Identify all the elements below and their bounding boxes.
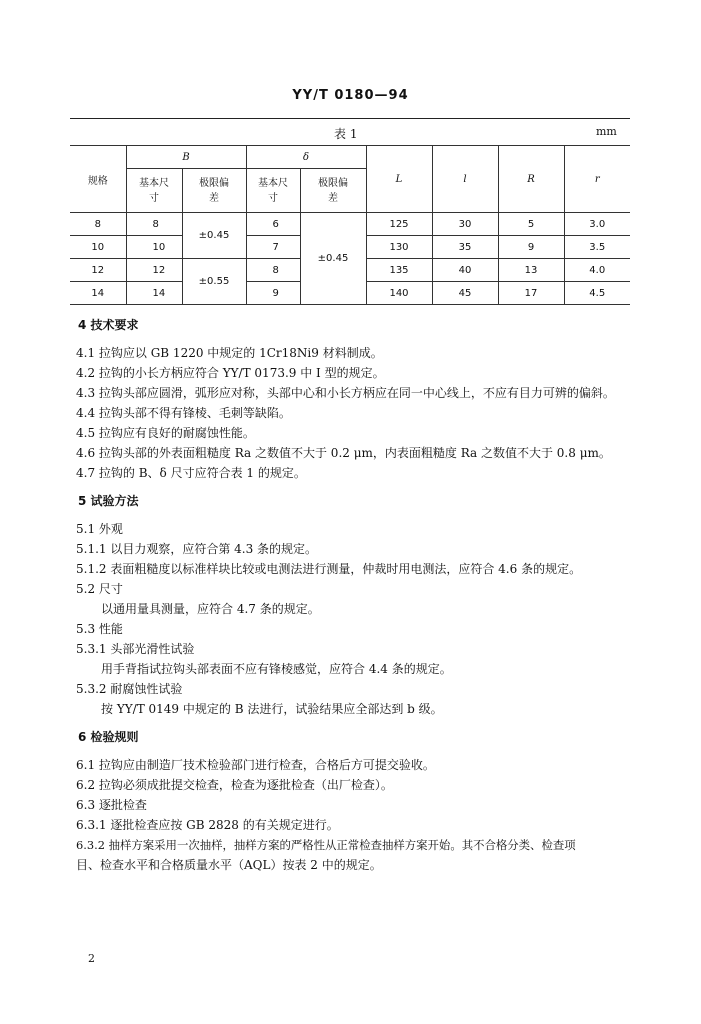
th-l: l bbox=[432, 146, 498, 213]
cell-b-tol: ±0.45 bbox=[182, 213, 246, 259]
cell-b: 14 bbox=[126, 282, 182, 305]
standard-header: YY/T 0180—94 bbox=[292, 88, 409, 103]
cell-r: 4.0 bbox=[564, 259, 630, 282]
th-b: B bbox=[126, 146, 246, 169]
cell-b: 12 bbox=[126, 259, 182, 282]
th-delta: δ bbox=[246, 146, 366, 169]
clause: 6.3.1 逐批检查应按 GB 2828 的有关规定进行。 bbox=[76, 818, 339, 832]
cell-l: 35 bbox=[432, 236, 498, 259]
section-heading: 4 技术要求 bbox=[78, 318, 139, 332]
clause: 4.3 拉钩头部应圆滑，弧形应对称，头部中心和小长方柄应在同一中心线上，不应有目力可辨的偏斜。 bbox=[76, 386, 615, 400]
clause: 5.2 尺寸 bbox=[76, 582, 123, 596]
cell-b-tol: ±0.55 bbox=[182, 259, 246, 305]
table-unit: mm bbox=[596, 125, 617, 138]
cell-r: 4.5 bbox=[564, 282, 630, 305]
th-R: R bbox=[498, 146, 564, 213]
th-b-tol: 极限偏差 bbox=[182, 169, 246, 213]
cell-R: 5 bbox=[498, 213, 564, 236]
dimension-table bbox=[70, 145, 630, 305]
clause: 5.3 性能 bbox=[76, 622, 123, 636]
clause-text: 用手背指试拉钩头部表面不应有锋棱感觉，应符合 4.4 条的规定。 bbox=[101, 662, 452, 676]
clause: 4.1 拉钩应以 GB 1220 中规定的 1Cr18Ni9 材料制成。 bbox=[76, 346, 383, 360]
clause: 6.3.2 抽样方案采用一次抽样，抽样方案的严格性从正常检查抽样方案开始。其不合格分类、检查项 bbox=[76, 838, 576, 852]
clause: 4.2 拉钩的小长方柄应符合 YY/T 0173.9 中 I 型的规定。 bbox=[76, 366, 385, 380]
clause: 5.1 外观 bbox=[76, 522, 123, 536]
th-L: L bbox=[366, 146, 432, 213]
clause: 6.1 拉钩应由制造厂技术检验部门进行检查，合格后方可提交验收。 bbox=[76, 758, 435, 772]
cell-l: 30 bbox=[432, 213, 498, 236]
clause: 4.5 拉钩应有良好的耐腐蚀性能。 bbox=[76, 426, 255, 440]
clause: 5.1.2 表面粗糙度以标准样块比较或电测法进行测量，仲裁时用电测法，应符合 4.6 条的规定。 bbox=[76, 562, 582, 576]
table-row bbox=[70, 213, 630, 236]
clause: 4.6 拉钩头部的外表面粗糙度 Ra 之数值不大于 0.2 μm，内表面粗糙度 Ra 之数值不大于 0.8 μm。 bbox=[76, 446, 611, 460]
clause: 4.7 拉钩的 B、δ 尺寸应符合表 1 的规定。 bbox=[76, 466, 306, 480]
th-spec: 规格 bbox=[70, 146, 126, 213]
cell-spec: 10 bbox=[70, 236, 126, 259]
cell-l: 40 bbox=[432, 259, 498, 282]
cell-spec: 12 bbox=[70, 259, 126, 282]
clause: 5.3.2 耐腐蚀性试验 bbox=[76, 682, 183, 696]
cell-delta-tol: ±0.45 bbox=[300, 213, 366, 305]
th-d-tol: 极限偏差 bbox=[300, 169, 366, 213]
cell-spec: 8 bbox=[70, 213, 126, 236]
clause-text: 按 YY/T 0149 中规定的 B 法进行，试验结果应全部达到 b 级。 bbox=[101, 702, 443, 716]
cell-delta: 7 bbox=[246, 236, 300, 259]
th-d-basic: 基本尺寸 bbox=[246, 169, 300, 213]
cell-L: 130 bbox=[366, 236, 432, 259]
th-b-basic: 基本尺寸 bbox=[126, 169, 182, 213]
cell-L: 140 bbox=[366, 282, 432, 305]
clause: 5.1.1 以目力观察，应符合第 4.3 条的规定。 bbox=[76, 542, 318, 556]
clause: 6.2 拉钩必须成批提交检查，检查为逐批检查（出厂检查）。 bbox=[76, 778, 393, 792]
cell-delta: 9 bbox=[246, 282, 300, 305]
page-number: 2 bbox=[88, 952, 95, 965]
cell-delta: 6 bbox=[246, 213, 300, 236]
header-rule bbox=[70, 118, 630, 119]
clause-text: 以通用量具测量，应符合 4.7 条的规定。 bbox=[101, 602, 320, 616]
th-r: r bbox=[564, 146, 630, 213]
cell-l: 45 bbox=[432, 282, 498, 305]
cell-b: 10 bbox=[126, 236, 182, 259]
table-caption: 表 1 bbox=[334, 127, 358, 141]
section-heading: 6 检验规则 bbox=[78, 730, 139, 744]
clause: 6.3 逐批检查 bbox=[76, 798, 147, 812]
cell-b: 8 bbox=[126, 213, 182, 236]
clause: 5.3.1 头部光滑性试验 bbox=[76, 642, 195, 656]
cell-spec: 14 bbox=[70, 282, 126, 305]
cell-R: 9 bbox=[498, 236, 564, 259]
cell-delta: 8 bbox=[246, 259, 300, 282]
clause: 4.4 拉钩头部不得有锋棱、毛刺等缺陷。 bbox=[76, 406, 291, 420]
clause-text: 目、检查水平和合格质量水平（AQL）按表 2 中的规定。 bbox=[76, 858, 382, 872]
cell-r: 3.5 bbox=[564, 236, 630, 259]
cell-L: 125 bbox=[366, 213, 432, 236]
cell-R: 17 bbox=[498, 282, 564, 305]
section-heading: 5 试验方法 bbox=[78, 494, 139, 508]
cell-r: 3.0 bbox=[564, 213, 630, 236]
cell-L: 135 bbox=[366, 259, 432, 282]
cell-R: 13 bbox=[498, 259, 564, 282]
